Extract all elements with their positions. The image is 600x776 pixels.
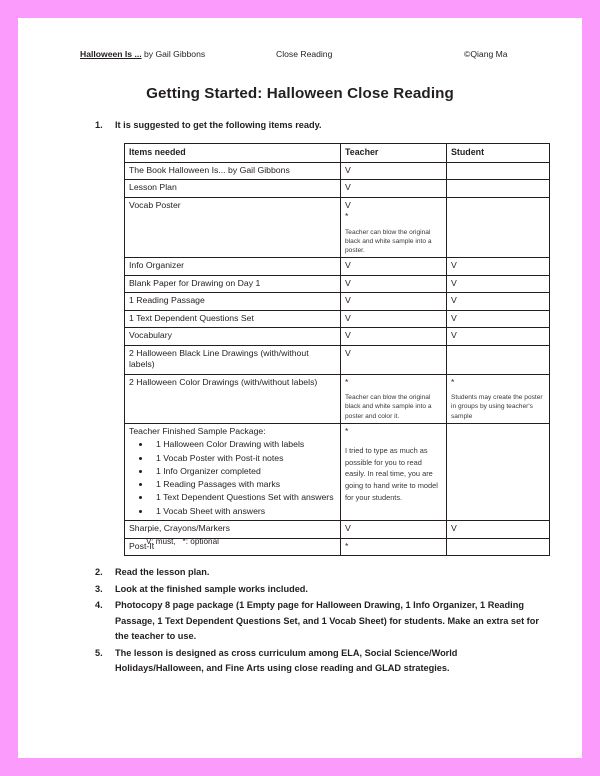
- cell-note: I tried to type as much as possible for you to read easily. In real time, you are going to hand write to model for your students.: [345, 446, 438, 502]
- status-mark: V: [345, 347, 351, 358]
- table-row: [125, 310, 550, 328]
- status-mark: V: [345, 312, 351, 323]
- item-label: Lesson Plan: [129, 182, 177, 192]
- list-item: [18, 582, 582, 598]
- table-row: [125, 345, 550, 374]
- cell-item: [125, 310, 341, 328]
- cell-item: [125, 374, 341, 423]
- status-mark: V: [451, 312, 457, 323]
- list-item-number: 4.: [95, 600, 103, 610]
- list-item: [18, 565, 582, 581]
- list-item-text: Look at the finished sample works included.: [115, 583, 308, 594]
- item-label: Vocab Poster: [129, 199, 181, 210]
- table-legend: V: must, *: optional: [146, 537, 219, 546]
- cell-item: [125, 293, 341, 311]
- cell-student: [447, 538, 550, 556]
- header-book-author: by Gail Gibbons: [144, 49, 206, 59]
- column-header-student: Student: [447, 144, 550, 163]
- cell-student: [447, 521, 550, 539]
- item-label: The Book Halloween Is... by Gail Gibbons: [129, 164, 290, 175]
- cell-student: [447, 197, 550, 258]
- list-item: • 1 Info Organizer completed: [151, 465, 336, 478]
- cell-teacher: [341, 521, 447, 539]
- cell-teacher: [341, 310, 447, 328]
- cell-teacher: [341, 374, 447, 423]
- cell-item: [125, 521, 341, 539]
- table-row: [125, 197, 550, 258]
- cell-student: [447, 310, 550, 328]
- column-header-teacher: Teacher: [341, 144, 447, 163]
- cell-student: [447, 258, 550, 276]
- table-row: [125, 162, 550, 180]
- column-header-items: Items needed: [125, 144, 341, 163]
- list-item-number: 5.: [95, 647, 103, 658]
- status-mark: V: [345, 164, 351, 175]
- header-book-reference: [80, 49, 205, 59]
- cell-teacher: [341, 197, 447, 258]
- cell-student: [447, 162, 550, 180]
- cell-teacher: [341, 293, 447, 311]
- status-mark: *: [451, 376, 455, 387]
- item-label: 1 Reading Passage: [129, 295, 205, 306]
- table-row: [125, 328, 550, 346]
- list-item: • 1 Vocab Sheet with answers: [151, 505, 336, 518]
- item-label: Teacher Finished Sample Package:: [129, 425, 266, 436]
- cell-note: Students may create the poster in groups by using teacher's sample: [451, 394, 543, 420]
- status-mark: *: [345, 425, 349, 436]
- list-item: [18, 598, 582, 645]
- cell-item: [125, 345, 341, 374]
- cell-item: [125, 162, 341, 180]
- cell-student: [447, 345, 550, 374]
- cell-teacher: [341, 162, 447, 180]
- cell-student: [447, 374, 550, 423]
- cell-teacher: [341, 180, 447, 198]
- cell-student: [447, 275, 550, 293]
- list-item-number: 2.: [95, 567, 103, 577]
- table-row: [125, 374, 550, 423]
- intro-list: [18, 118, 582, 135]
- item-label: Info Organizer: [129, 260, 185, 271]
- cell-item: [125, 328, 341, 346]
- table-row: [125, 521, 550, 539]
- item-label: Vocabulary: [129, 330, 172, 341]
- list-item-number: 3.: [95, 583, 103, 594]
- table-row: [125, 258, 550, 276]
- cell-item: [125, 258, 341, 276]
- list-item: [18, 646, 582, 677]
- status-mark: V: [451, 295, 457, 306]
- table-row: [125, 275, 550, 293]
- cell-item: [125, 275, 341, 293]
- cell-student: [447, 293, 550, 311]
- status-mark: V: [345, 523, 351, 533]
- list-item: • 1 Vocab Poster with Post-it notes: [151, 452, 336, 465]
- list-item: • 1 Halloween Color Drawing with labels: [151, 438, 336, 451]
- status-mark: *: [345, 376, 349, 387]
- item-label: 1 Text Dependent Questions Set: [129, 312, 254, 323]
- cell-teacher: [341, 258, 447, 276]
- status-mark: V: [451, 260, 457, 271]
- table-row: [125, 293, 550, 311]
- items-needed-table: [124, 143, 550, 556]
- table-row: [125, 423, 550, 520]
- status-mark: V: [345, 199, 351, 210]
- status-mark: V: [451, 277, 457, 288]
- list-item-text: The lesson is designed as cross curriculum among ELA, Social Science/World Holidays/Halloween, and Fine Arts using close reading and GLAD strategies.: [115, 647, 458, 673]
- cell-teacher: [341, 275, 447, 293]
- status-mark: V: [451, 330, 457, 341]
- cell-student: [447, 423, 550, 520]
- status-mark: V: [345, 330, 351, 341]
- list-item-text: It is suggested to get the following items ready.: [115, 120, 322, 130]
- cell-teacher: [341, 328, 447, 346]
- item-label: Blank Paper for Drawing on Day 1: [129, 277, 261, 288]
- document-page: [18, 18, 582, 758]
- header-subject: Close Reading: [276, 49, 333, 59]
- status-mark: *: [345, 211, 349, 221]
- cell-teacher: [341, 345, 447, 374]
- list-item-number: 1.: [95, 120, 103, 130]
- status-mark: V: [345, 295, 351, 306]
- page-title: Getting Started: Halloween Close Reading: [146, 85, 454, 102]
- list-item-text: Photocopy 8 page package (1 Empty page for Halloween Drawing, 1 Info Organizer, 1 Reading Passage, 1 Text Dependent Questions Set, and 1 Vocab Sheet) for students. Make an extra set for the teacher to use.: [115, 600, 539, 641]
- status-mark: V: [345, 277, 351, 288]
- list-item: • 1 Text Dependent Questions Set with answers: [151, 491, 336, 504]
- status-mark: *: [345, 540, 349, 551]
- header-copyright: ©Qiang Ma: [464, 49, 508, 59]
- list-item: [18, 118, 582, 134]
- cell-student: [447, 328, 550, 346]
- cell-item: [125, 180, 341, 198]
- table-head: [125, 144, 550, 163]
- cell-teacher: [341, 538, 447, 556]
- status-mark: V: [345, 260, 351, 271]
- table-body: [125, 162, 550, 556]
- package-bullet-list: [129, 438, 336, 518]
- table-row: [125, 180, 550, 198]
- document-running-header: [18, 49, 582, 65]
- table-header-row: [125, 144, 550, 163]
- cell-student: [447, 180, 550, 198]
- item-label: 2 Halloween Color Drawings (with/without labels): [129, 376, 318, 387]
- list-item: • 1 Reading Passages with marks: [151, 478, 336, 491]
- status-mark: V: [451, 523, 457, 533]
- cell-note: Teacher can blow the original black and white sample into a poster.: [345, 228, 432, 254]
- item-label: Sharpie, Crayons/Markers: [129, 523, 230, 533]
- cell-note: Teacher can blow the original black and white sample into a poster and color it.: [345, 394, 432, 420]
- instructions-list: [18, 565, 582, 678]
- item-label: Post-It: [129, 540, 155, 551]
- cell-item: [125, 197, 341, 258]
- status-mark: V: [345, 182, 351, 192]
- cell-teacher: [341, 423, 447, 520]
- list-item-text: Read the lesson plan.: [115, 567, 210, 577]
- cell-item: [125, 423, 341, 520]
- header-book-title: Halloween Is ...: [80, 49, 142, 59]
- item-label: 2 Halloween Black Line Drawings (with/without labels): [129, 347, 309, 370]
